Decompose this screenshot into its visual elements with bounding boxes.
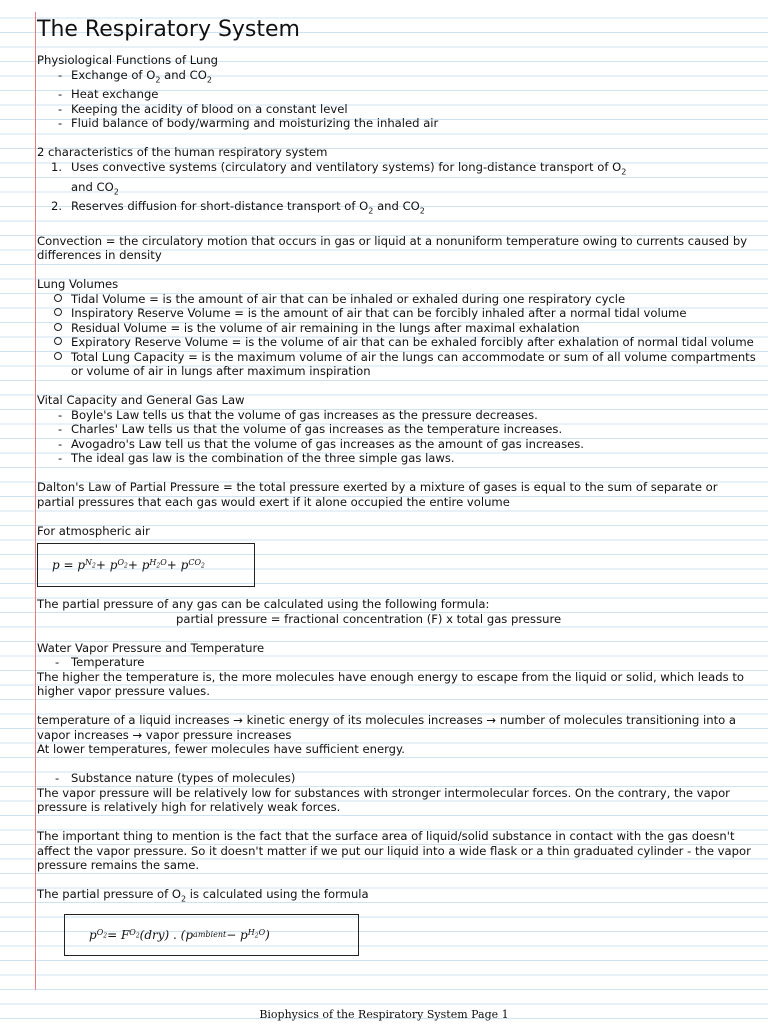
- circle-bullet-icon: [54, 308, 62, 316]
- list-item: - Exchange of $O_2$ and $CO_2$: [58, 67, 212, 84]
- lower-temperature-note: At lower temperatures, fewer molecules have sufficient energy.: [37, 742, 405, 757]
- list-item: Tidal Volume = is the amount of air that can be inhaled or exhaled during one respiratory cycle: [37, 292, 757, 307]
- formula-box-total-pressure: p = p $N_2$ + p $O_2$ + p $H_2O$ + p $CO_2$: [37, 543, 255, 587]
- list-item: - Boyle's Law tells us that the volume of gas increases as the pressure decreases.: [58, 407, 538, 422]
- partial-pressure-intro: The partial pressure of any gas can be calculated using the following formula:: [37, 597, 490, 612]
- o2-intro: The partial pressure of $O_2$ is calculated using the formula: [37, 887, 369, 904]
- temperature-paragraph: The higher the temperature is, the more molecules have enough energy to escape from the liquid or solid, which leads to higher vapor pressure values.: [37, 669, 744, 699]
- surface-area-paragraph: The important thing to mention is the fact that the surface area of liquid/solid substance in contact with the gas doesn't affect the vapor pressure. So it doesn't matter if we put our liquid into a wide flask or a thin graduated cylinder - the vapor pressure remains the same.: [37, 829, 751, 873]
- section-heading-water-vapor: Water Vapor Pressure and Temperature: [37, 640, 265, 655]
- list-item: - The ideal gas law is the combination of the three simple gas laws.: [58, 451, 455, 466]
- list-item: - Substance nature (types of molecules): [55, 771, 296, 786]
- circle-bullet-icon: [54, 323, 62, 331]
- atmospheric-air-label: For atmospheric air: [37, 523, 150, 538]
- circle-bullet-icon: [54, 294, 62, 302]
- list-item: - Charles' Law tells us that the volume of gas increases as the temperature increases.: [58, 422, 563, 437]
- list-item: - Avogadro's Law tell us that the volume of gas increases as the amount of gas increases.: [58, 436, 584, 451]
- circle-bullet-icon: [54, 337, 62, 345]
- formula-box-o2-partial-pressure: p $O_2$ = F $O_2$ (dry) . (p ambient − p $H_2O$ ): [64, 914, 359, 956]
- section-heading-physiological: Physiological Functions of Lung: [37, 53, 219, 67]
- temperature-chain: temperature of a liquid increases → kinetic energy of its molecules increases → number of molecules transitioning into a vapor increases → vapor pressure increases: [37, 713, 737, 742]
- substance-paragraph: The vapor pressure will be relatively low for substances with stronger intermolecular forces. On the contrary, the vapor pressure is relatively high for relatively weak forces.: [37, 785, 730, 815]
- list-item: - Keeping the acidity of blood on a constant level: [58, 101, 348, 116]
- section-heading-lung-volumes: Lung Volumes: [37, 277, 119, 292]
- numbered-item: 1. Uses convective systems (circulatory and ventilatory systems) for long-distance transport of $O_2$ and $CO_2$: [51, 159, 627, 196]
- list-item: - Heat exchange: [58, 87, 159, 102]
- note-page: [37, 18, 757, 956]
- dalton-paragraph: Dalton's Law of Partial Pressure = the total pressure exerted by a mixture of gases is equal to the sum of separate or partial pressures that each gas would exert if it alone occupied the entire volume: [37, 480, 718, 509]
- list-item: Total Lung Capacity = is the maximum volume of air the lungs can accommodate or sum of all volume compartments or volume of air in lungs after maximum inspiration: [37, 350, 757, 379]
- margin-line: [35, 12, 36, 990]
- numbered-item: 2. Reserves diffusion for short-distance transport of $O_2$ and $CO_2$: [51, 199, 425, 216]
- section-heading-gas-law: Vital Capacity and General Gas Law: [37, 393, 245, 408]
- list-item: Inspiratory Reserve Volume = is the amount of air that can be forcibly inhaled after a normal tidal volume: [37, 306, 757, 321]
- list-item: Residual Volume = is the volume of air remaining in the lungs after maximal exhalation: [37, 321, 757, 336]
- circle-bullet-icon: [54, 352, 62, 360]
- page-footer: Biophysics of the Respiratory System Page 1: [259, 1008, 509, 1021]
- partial-pressure-formula: partial pressure = fractional concentration (F) x total gas pressure: [176, 611, 562, 626]
- list-item: Expiratory Reserve Volume = is the volume of air that can be exhaled forcibly after exhalation of normal tidal volume: [37, 335, 757, 350]
- page-title: The Respiratory System: [37, 17, 300, 42]
- list-item: - Fluid balance of body/warming and moisturizing the inhaled air: [58, 116, 439, 131]
- section-heading-characteristics: 2 characteristics of the human respiratory system: [37, 145, 328, 160]
- convection-paragraph: Convection = the circulatory motion that occurs in gas or liquid at a nonuniform temperature owing to currents caused by differences in density: [37, 233, 748, 263]
- list-item: - Temperature: [55, 655, 145, 670]
